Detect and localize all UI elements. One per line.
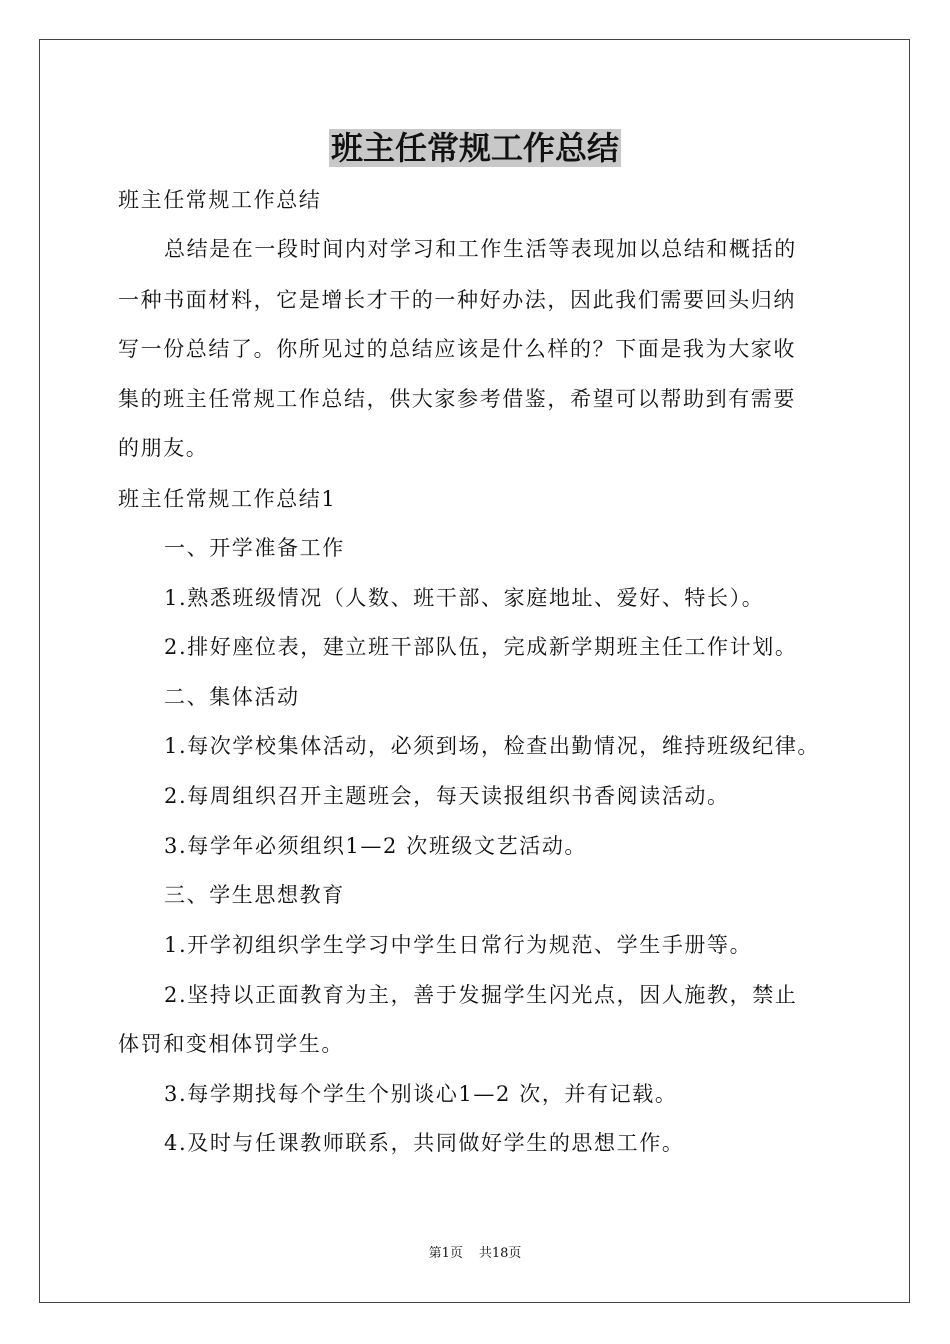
paragraph-line: 2.排好座位表，建立班干部队伍，完成新学期班主任工作计划。: [164, 635, 798, 659]
intro-line-3: 写一份总结了。你所见过的总结应该是什么样的？下面是我为大家收: [118, 337, 796, 361]
document-title: [0, 126, 950, 170]
section-title: 班主任常规工作总结1: [118, 487, 337, 511]
page-frame: [39, 39, 910, 1303]
paragraph-line: 体罚和变相体罚学生。: [118, 1032, 344, 1056]
paragraph-line: 3.每学年必须组织1—2 次班级文艺活动。: [164, 834, 588, 858]
paragraph-line: 2.每周组织召开主题班会，每天读报组织书香阅读活动。: [164, 784, 730, 808]
intro-line-5: 的朋友。: [118, 436, 209, 460]
page-total: 共18页: [478, 1246, 522, 1261]
paragraph-line: 1.开学初组织学生学习中学生日常行为规范、学生手册等。: [164, 933, 753, 957]
paragraph-line: 1.每次学校集体活动，必须到场，检查出勤情况，维持班级纪律。: [164, 734, 821, 758]
paragraph-line: 1.熟悉班级情况（人数、班干部、家庭地址、爱好、特长）。: [164, 586, 765, 610]
paragraph-line: 2.坚持以正面教育为主，善于发掘学生闪光点，因人施教，禁止: [164, 983, 798, 1007]
page-number: 第1页: [428, 1246, 463, 1261]
document-subtitle: 班主任常规工作总结: [118, 188, 322, 212]
intro-line-4: 集的班主任常规工作总结，供大家参考借鉴，希望可以帮助到有需要: [118, 387, 796, 411]
paragraph-line: 3.每学期找每个学生个别谈心1—2 次，并有记载。: [164, 1082, 678, 1106]
heading-1: 一、开学准备工作: [164, 536, 345, 560]
intro-line-1: 总结是在一段时间内对学习和工作生活等表现加以总结和概括的: [164, 237, 797, 261]
heading-3: 三、学生思想教育: [164, 883, 345, 907]
intro-line-2: 一种书面材料，它是增长才干的一种好办法，因此我们需要回头归纳: [118, 288, 796, 312]
paragraph-line: 4.及时与任课教师联系，共同做好学生的思想工作。: [164, 1131, 685, 1155]
document-title-text: 班主任常规工作总结: [330, 129, 619, 167]
heading-2: 二、集体活动: [164, 685, 300, 709]
page-footer: [0, 1245, 950, 1263]
